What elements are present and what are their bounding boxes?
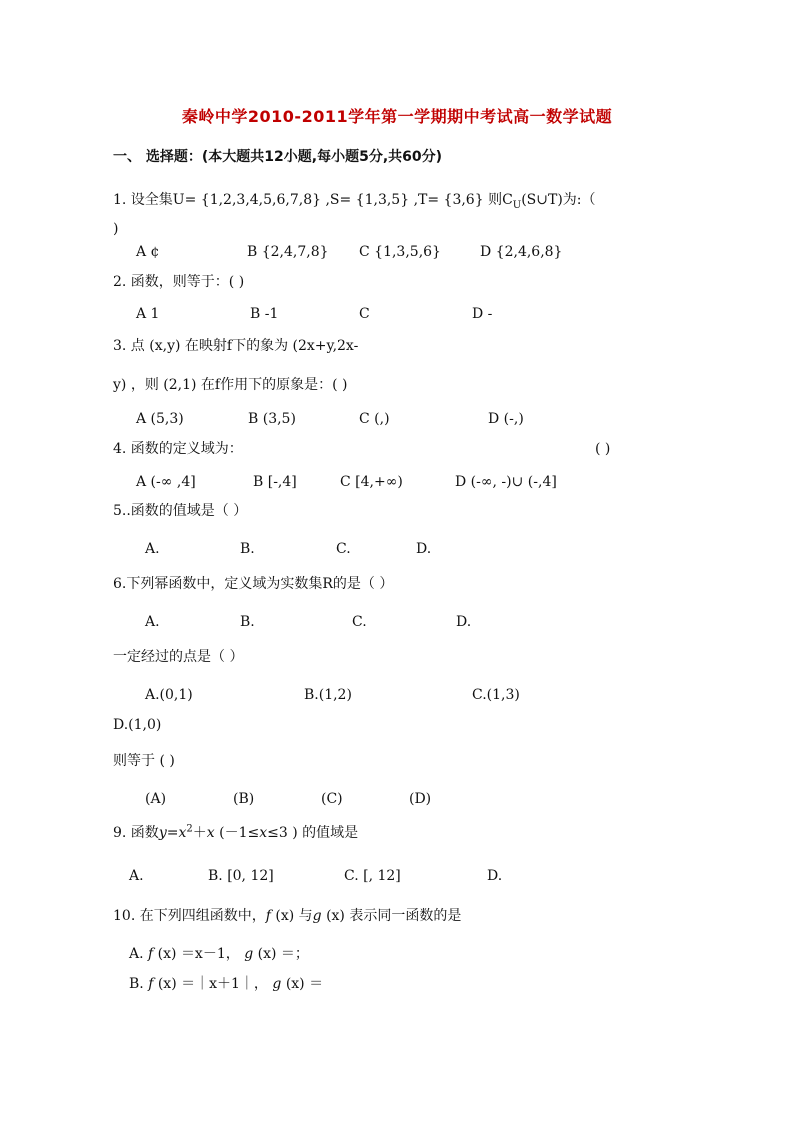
question-7-option-d: D.(1,0) [113,717,162,733]
question-1-close-paren: ) [113,221,119,237]
option-a-paren-x: (x) [157,946,177,962]
question-10-and: 与 [294,908,313,924]
question-10-tail: 表示同一函数的是 [344,908,462,924]
question-2-option-d: D - [472,306,493,322]
question-6-option-b: B. [240,614,255,630]
section-heading: 一、 选择题：(本大题共12小题,每小题5分,共60分) [113,149,443,165]
question-3-option-a: A (5,3) [136,411,184,427]
question-3-option-b: B (3,5) [248,411,296,427]
question-5-stem: 5..函数的值域是（ ） [113,503,248,519]
question-9-domain-end: ≤3 ) 的值域是 [267,825,359,841]
question-1-option-b: B {2,4,7,8} [247,244,329,260]
question-5-option-a: A. [145,541,160,557]
question-9-var-y: y [158,825,167,841]
question-3-option-d: D (-,) [488,411,524,427]
question-3-stem-continued: y) ，则 (2,1) 在f作用下的原象是：( ) [113,377,348,393]
option-a-f: f [148,946,154,962]
question-9-option-b: B. [0, 12] [208,868,274,884]
question-9-domain-x: x [259,825,268,841]
question-4-option-c: C [4,+∞) [340,474,403,490]
question-10-paren-x: (x) [275,908,295,924]
option-a-expr: ＝x－1， [180,946,245,962]
option-a-tail: ＝； [276,946,309,962]
question-1-subscript: U [512,199,522,211]
question-1-option-d: D {2,4,6,8} [480,244,563,260]
question-5-option-c: C. [336,541,351,557]
option-b-paren-x-2: (x) [285,976,305,992]
question-7-option-c: C.(1,3) [472,687,520,703]
question-9-option-d: D. [487,868,503,884]
question-1-option-c: C {1,3,5,6} [359,244,441,260]
question-7-stem: 一定经过的点是（ ） [113,649,244,665]
question-4-answer-bracket: ( ) [595,441,611,457]
question-10-stem [113,907,461,925]
question-6-option-a: A. [145,614,160,630]
question-10-text: 10. 在下列四组函数中， [113,908,266,924]
question-10-g: g [312,908,322,924]
question-9-domain-start: (－1≤ [214,825,260,841]
question-8-option-d: (D) [409,791,432,807]
question-9-equals: = [166,825,179,841]
option-b-expr: ＝｜x＋1｜， [181,976,273,992]
option-a-label: A. [129,946,144,962]
question-9-var-x: x [178,825,187,841]
question-8-option-b: (B) [233,791,255,807]
question-6-stem: 6.下列幂函数中，定义域为实数集R的是（ ） [113,576,394,592]
question-9-option-c: C. [, 12] [344,868,401,884]
question-5-option-b: B. [240,541,255,557]
question-9-text: 9. 函数 [113,825,159,841]
question-9-exponent: 2 [186,823,193,835]
question-7-option-a: A.(0,1) [145,687,193,703]
option-b-f: f [148,976,154,992]
question-1-stem [113,191,596,209]
question-4-option-d: D (-∞, -)∪ (-,4] [455,474,557,490]
question-10-option-b [129,975,323,993]
question-5-option-d: D. [416,541,432,557]
question-4-stem: 4. 函数的定义域为： [113,441,243,457]
question-2-stem: 2. 函数，则等于：( ) [113,274,245,290]
question-1-text-tail: (S∪T)为:（ [521,192,596,208]
question-10-option-a [129,945,309,963]
question-9-stem [113,824,358,842]
question-2-option-c: C [359,306,370,322]
option-b-paren-x: (x) [157,976,177,992]
question-9-var-x2: x [206,825,215,841]
question-8-option-c: (C) [321,791,343,807]
exam-title: 秦岭中学2010-2011学年第一学期期中考试高一数学试题 [181,107,613,126]
question-2-option-b: B -1 [250,306,279,322]
question-7-option-b: B.(1,2) [304,687,352,703]
option-a-paren-x-2: (x) [257,946,277,962]
question-6-option-c: C. [352,614,367,630]
question-1-text: 1. 设全集U= {1,2,3,4,5,6,7,8} ,S= {1,3,5} ,T= {3,6} 则C [113,192,513,208]
question-8-stem: 则等于 ( ) [113,753,175,769]
question-10-paren-x-2: (x) [326,908,345,924]
question-3-stem: 3. 点 (x,y) 在映射f下的象为 (2x+y,2x- [113,338,359,354]
question-4-option-b: B [-,4] [253,474,297,490]
question-2-option-a: A 1 [136,306,160,322]
question-6-option-d: D. [456,614,472,630]
option-b-g: g [272,976,282,992]
question-1-option-a: A ¢ [136,244,160,260]
question-8-option-a: (A) [145,791,167,807]
option-a-g: g [244,946,254,962]
option-b-label: B. [129,976,144,992]
question-9-plus: ＋ [192,825,207,841]
option-b-tail: ＝ [304,976,324,992]
question-3-option-c: C (,) [359,411,390,427]
question-10-f: f [265,908,271,924]
question-9-option-a: A. [129,868,144,884]
question-4-option-a: A (-∞ ,4] [136,474,196,490]
